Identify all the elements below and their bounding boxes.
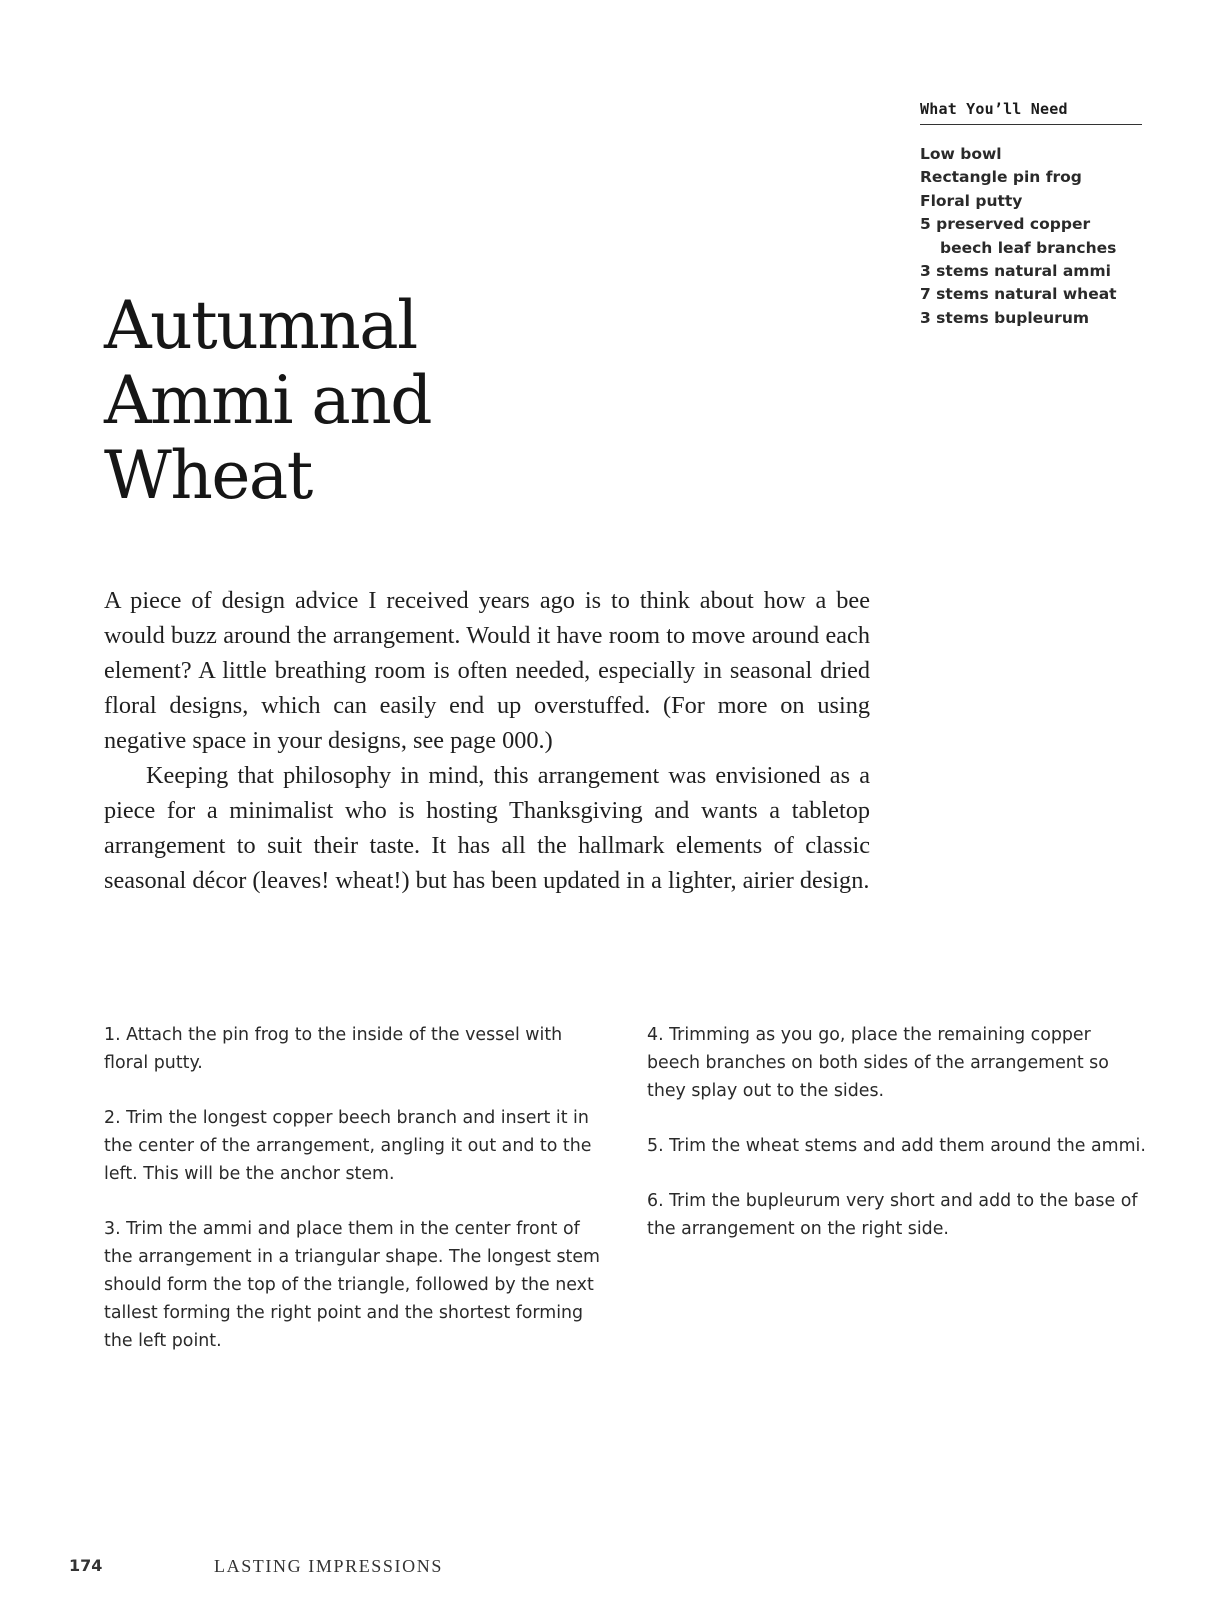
material-item: 3 stems natural ammi [920,262,1111,281]
material-item: 7 stems natural wheat [920,285,1117,304]
title-line: Ammi and [104,362,432,439]
material-item: Rectangle pin frog [920,168,1082,187]
what-youll-need-heading: What You’ll Need [920,100,1142,125]
steps-column-left [104,1021,604,1382]
intro-text [104,583,870,898]
instruction-step: 4. Trimming as you go, place the remaining copper beech branches on both sides of the arrangement so they splay out to the sides. [647,1025,1109,1101]
page-title [104,288,431,513]
intro-paragraph: Keeping that philosophy in mind, this arrangement was envisioned as a piece for a minimalist who is hosting Thanksgiving and wants a tabletop arrangement to suit their taste. It has all the hallmark elements of classic seasonal décor (leaves! wheat!) but has been updated in a lighter, airier design. [104,762,870,894]
page-number: 174 [69,1556,103,1575]
material-item: 3 stems bupleurum [920,308,1090,327]
what-youll-need-box [920,100,1142,330]
instruction-step: 6. Trim the bupleurum very short and add to the base of the arrangement on the right side. [647,1191,1138,1239]
materials-list [920,143,1142,330]
material-item: Floral putty [920,191,1023,210]
instruction-step: 2. Trim the longest copper beech branch and insert it in the center of the arrangement, angling it out and to the left. This will be the anchor stem. [104,1108,592,1184]
title-line: Wheat [104,437,312,514]
instruction-step: 5. Trim the wheat stems and add them around the ammi. [647,1136,1146,1156]
instruction-step: 1. Attach the pin frog to the inside of the vessel with floral putty. [104,1025,563,1073]
steps-column-right [647,1021,1147,1270]
running-head: LASTING IMPRESSIONS [214,1556,443,1576]
instruction-step: 3. Trim the ammi and place them in the center front of the arrangement in a triangular shape. The longest stem should form the top of the triangle, followed by the next tallest forming the right point and the shortest forming the left point. [104,1219,600,1351]
material-item: 5 preserved copper beech leaf branches [920,215,1117,257]
material-item: Low bowl [920,145,1002,163]
title-line: Autumnal [104,287,417,364]
intro-paragraph: A piece of design advice I received years ago is to think about how a bee would buzz around the arrangement. Would it have room to move around each element? A little breathing room is often needed, especially in seasonal dried floral designs, which can easily end up overstuffed. (For more on using negative space in your designs, see page 000.) [104,587,870,754]
